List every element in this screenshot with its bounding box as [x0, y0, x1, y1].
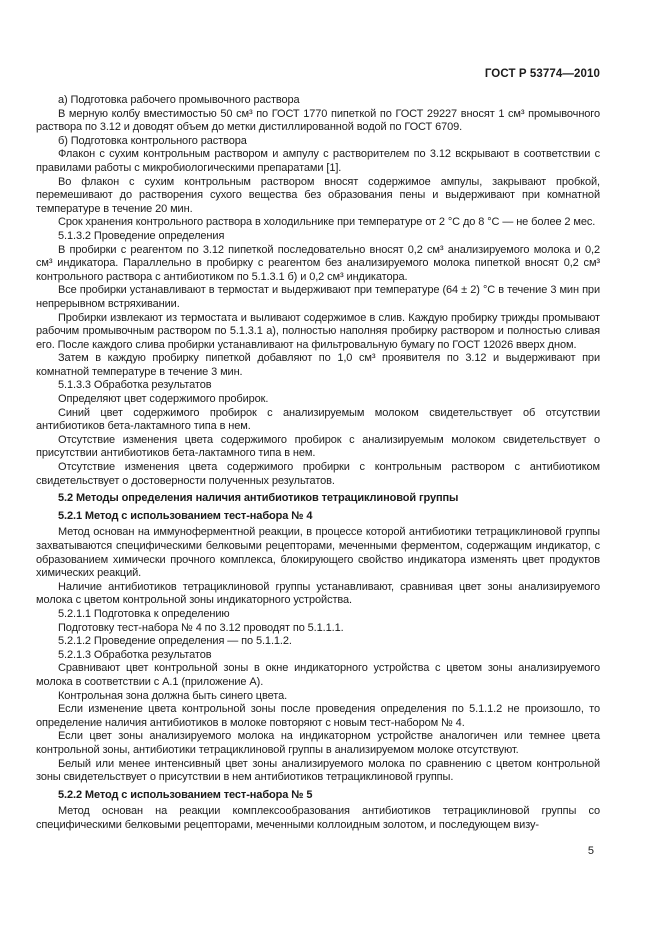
paragraph-vial-opening: Флакон с сухим контрольным раствором и ампулу с растворителем по 3.12 вскрывают в соответствии с правилами работы с микробиологическими препаратами [1].: [36, 148, 600, 174]
paragraph-method-5-principle: Метод основан на реакции комплексообразования антибиотиков тетрациклиновой группы со специфическими белковыми рецепторами, меченными коллоидным золотом, и последующем визу-: [36, 805, 600, 831]
page-number: 5: [587, 845, 594, 857]
paragraph-storage-term: Срок хранения контрольного раствора в холодильнике при температуре от 2 °С до 8 °С — не более 2 мес.: [58, 216, 596, 229]
doc-code-header: ГОСТ Р 53774—2010: [484, 68, 600, 80]
paragraph-absence-result: Если цвет зоны анализируемого молока на индикаторном устройстве аналогичен или темнее цвета контрольной зоны, антибиотики тетрациклиновой группы в анализируемом молоке отсутствуют.: [36, 730, 600, 756]
paragraph-presence-detection: Наличие антибиотиков тетрациклиновой группы устанавливают, сравнивая цвет зоны анализируемого молока с цветом контрольной зоны индикаторного устройства.: [36, 580, 600, 607]
heading-5-2-2: 5.2.2 Метод с использованием тест-набора № 5: [58, 788, 313, 801]
paragraph-thermostat: Все пробирки устанавливают в термостат и выдерживают при температуре (64 ± 2) °С в течение 3 мин при непрерывном встряхивании.: [36, 284, 600, 310]
paragraph-repeat-test: Если изменение цвета контрольной зоны после проведения определения по 5.1.1.2 не произошло, то определение наличия антибиотиков в молоке повторяют с новым тест-набором № 4.: [36, 703, 600, 729]
clause-5-1-3-3: 5.1.3.3 Обработка результатов: [58, 379, 212, 392]
paragraph-testkit-preparation: Подготовку тест-набора № 4 по 3.12 проводят по 5.1.1.1.: [58, 621, 344, 634]
heading-5-2: 5.2 Методы определения наличия антибиотиков тетрациклиновой группы: [58, 492, 459, 505]
paragraph-color-check: Определяют цвет содержимого пробирок.: [58, 393, 269, 406]
paragraph-presence-result: Белый или менее интенсивный цвет зоны анализируемого молока по сравнению с цветом контрольной зоны свидетельствует о присутствии в нем антибиотиков тетрациклиновой группы.: [36, 757, 600, 784]
clause-5-2-1-3: 5.2.1.3 Обработка результатов: [58, 648, 212, 661]
paragraph-developer: Затем в каждую пробирку пипеткой добавляют по 1,0 см³ проявителя по 3.12 и выдерживают при комнатной температуре в течение 3 мин.: [36, 352, 600, 378]
list-item-b: б) Подготовка контрольного раствора: [58, 134, 247, 147]
paragraph-tube-dosing: В пробирки с реагентом по 3.12 пипеткой последовательно вносят 0,2 см³ анализируемого молока и 0,2 см³ индикатора. Параллельно в пробирку с реагентом без анализируемого молока пипеткой вносят 0,2 см³ контрольного раствора с антибиотиком по 5.1.3.1 б) и 0,2 см³ индикатора.: [36, 243, 600, 283]
paragraph-control-zone-blue: Контрольная зона должна быть синего цвета.: [58, 689, 288, 702]
document-body: [36, 94, 600, 832]
heading-5-2-1: 5.2.1 Метод с использованием тест-набора № 4: [58, 509, 313, 522]
clause-5-2-1-1: 5.2.1.1 Подготовка к определению: [58, 607, 230, 620]
paragraph-method-principle: Метод основан на иммуноферментной реакции, в процессе которой антибиотики тетрациклиновой группы захватываются специфическими белковыми рецепторами, меченными ферментом, содержащим индикатор, с образованием химически прочного комплекса, блокирующего свойство индикатора изменять цвет продуктов химических реакций.: [36, 526, 600, 580]
paragraph-tube-washing: Пробирки извлекают из термостата и выливают содержимое в слив. Каждую пробирку трижды промывают рабочим промывочным раствором по 5.1.3.1 а), полностью наполняя пробирку раствором и полностью сливая его. После каждого слива пробирки устанавливают на фильтровальную бумагу по ГОСТ 12026 вверх дном.: [36, 311, 600, 351]
clause-5-1-3-2: 5.1.3.2 Проведение определения: [58, 229, 225, 242]
clause-5-2-1-2: 5.2.1.2 Проведение определения — по 5.1.1.2.: [58, 635, 292, 648]
paragraph-vial-mixing: Во флакон с сухим контрольным раствором вносят содержимое ампулы, закрывают пробкой, перемешивают до растворения сухого вещества без образования пены и выдерживают при комнатной температуре в течение 20 мин.: [36, 175, 600, 215]
paragraph-flask-preparation: В мерную колбу вместимостью 50 см³ по ГОСТ 1770 пипеткой по ГОСТ 29227 вносят 1 см³ промывочного раствора по 3.12 и доводят объем до метки дистиллированной водой по ГОСТ 6709.: [36, 107, 600, 134]
paragraph-no-change-control: Отсутствие изменения цвета содержимого пробирки с контрольным раствором с антибиотиком свидетельствует о достоверности полученных результатов.: [36, 461, 600, 487]
paragraph-blue-color: Синий цвет содержимого пробирок с анализируемым молоком свидетельствует об отсутствии антибиотиков бета-лактамного типа в нем.: [36, 406, 600, 433]
list-item-a: а) Подготовка рабочего промывочного раствора: [58, 94, 300, 106]
paragraph-no-change-milk: Отсутствие изменения цвета содержимого пробирок с анализируемым молоком свидетельствует о присутствии антибиотиков бета-лактамного типа в нем.: [36, 433, 600, 460]
paragraph-zone-comparison: Сравнивают цвет контрольной зоны в окне индикаторного устройства с цветом зоны анализируемого молока в соответствии с А.1 (приложение А).: [36, 662, 600, 688]
